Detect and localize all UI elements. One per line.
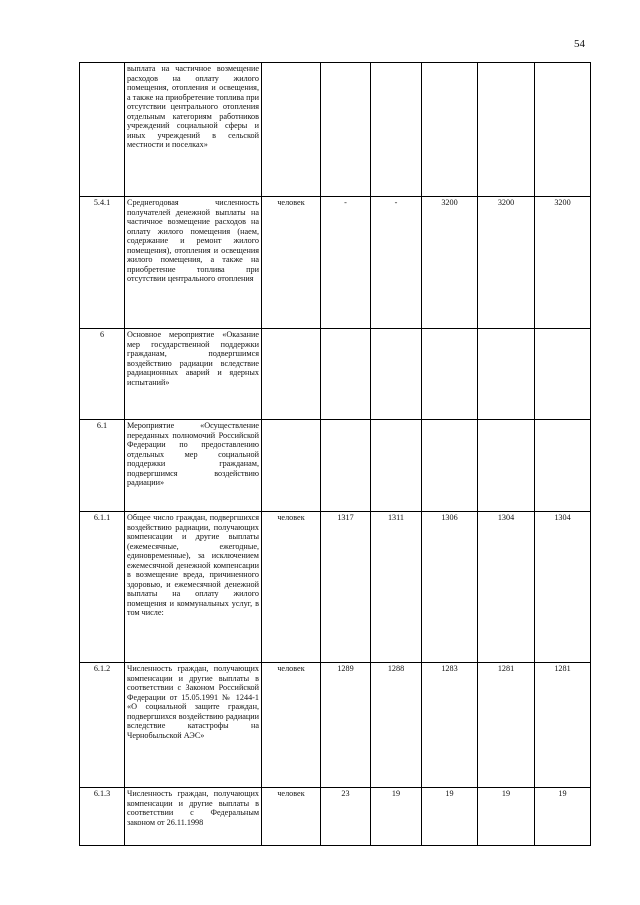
- table-row: [80, 63, 591, 197]
- value-cell: 1281: [478, 663, 535, 788]
- value-cell: [422, 63, 478, 197]
- value-cell: [478, 63, 535, 197]
- indicator-name: Основное мероприятие «Оказание мер государственной поддержки гражданам, подвергшимся воздействию радиации вследствие радиационных аварий и ядерных испытаний»: [125, 329, 262, 420]
- value-cell: [422, 420, 478, 512]
- value-cell: [535, 63, 591, 197]
- table-row: [80, 329, 591, 420]
- unit-cell: человек: [262, 197, 321, 329]
- row-number: 6: [80, 329, 125, 420]
- value-cell: 1289: [321, 663, 371, 788]
- value-cell: 1304: [535, 512, 591, 663]
- value-cell: 3200: [535, 197, 591, 329]
- table-body: [80, 63, 591, 846]
- value-cell: [371, 420, 422, 512]
- value-cell: [535, 420, 591, 512]
- value-cell: 3200: [422, 197, 478, 329]
- value-cell: 19: [371, 788, 422, 846]
- row-number: 6.1.1: [80, 512, 125, 663]
- value-cell: -: [371, 197, 422, 329]
- indicator-name: Общее число граждан, подвергшихся воздействию радиации, получающих компенсации и другие выплаты (ежемесячные, ежегодные, единовременные), за исключением ежемесячной денежной компенсации в возмещение вреда, причиненного здоровью, и ежемесячной денежной выплаты на оплату жилого помещения и коммунальных услуг, в том числе:: [125, 512, 262, 663]
- value-cell: 1317: [321, 512, 371, 663]
- value-cell: [478, 420, 535, 512]
- value-cell: [535, 329, 591, 420]
- indicator-name: Численность граждан, получающих компенсации и другие выплаты в соответствии с Законом Российской Федерации от 15.05.1991 № 1244-1 «О социальной защите граждан, подвергшихся воздействию радиации вследствие катастрофы на Чернобыльской АЭС»: [125, 663, 262, 788]
- row-number: [80, 63, 125, 197]
- value-cell: 19: [478, 788, 535, 846]
- value-cell: 1306: [422, 512, 478, 663]
- value-cell: 1311: [371, 512, 422, 663]
- unit-cell: [262, 63, 321, 197]
- value-cell: -: [321, 197, 371, 329]
- unit-cell: [262, 329, 321, 420]
- unit-cell: человек: [262, 788, 321, 846]
- value-cell: 3200: [478, 197, 535, 329]
- table-row: [80, 197, 591, 329]
- table-row: [80, 788, 591, 846]
- value-cell: [321, 63, 371, 197]
- unit-cell: [262, 420, 321, 512]
- indicator-table-container: [79, 62, 591, 846]
- unit-cell: человек: [262, 512, 321, 663]
- row-number: 6.1.3: [80, 788, 125, 846]
- value-cell: [321, 420, 371, 512]
- value-cell: [478, 329, 535, 420]
- value-cell: [371, 329, 422, 420]
- row-number: 6.1: [80, 420, 125, 512]
- value-cell: 1283: [422, 663, 478, 788]
- value-cell: 1281: [535, 663, 591, 788]
- value-cell: 19: [535, 788, 591, 846]
- value-cell: [371, 63, 422, 197]
- indicator-name: Среднегодовая численность получателей денежной выплаты на частичное возмещение расходов на оплату жилого помещения (наем, содержание и ремонт жилого помещения), отопления и освещения жилого помещения, а также на приобретение топлива при отсутствии центрального отопления: [125, 197, 262, 329]
- value-cell: [321, 329, 371, 420]
- indicator-table: [79, 62, 591, 846]
- row-number: 6.1.2: [80, 663, 125, 788]
- indicator-name: Численность граждан, получающих компенсации и другие выплаты в соответствии с Федеральным законом от 26.11.1998: [125, 788, 262, 846]
- unit-cell: человек: [262, 663, 321, 788]
- value-cell: 1288: [371, 663, 422, 788]
- value-cell: [422, 329, 478, 420]
- page-number: 54: [574, 38, 585, 50]
- table-row: [80, 512, 591, 663]
- table-row: [80, 420, 591, 512]
- table-row: [80, 663, 591, 788]
- indicator-name: Мероприятие «Осуществление переданных полномочий Российской Федерации по предоставлению отдельных мер социальной поддержки гражданам, подвергшимся воздействию радиации»: [125, 420, 262, 512]
- value-cell: 19: [422, 788, 478, 846]
- value-cell: 1304: [478, 512, 535, 663]
- value-cell: 23: [321, 788, 371, 846]
- indicator-name: выплата на частичное возмещение расходов на оплату жилого помещения, отопления и освещения, а также на приобретение топлива при отсутствии центрального отопления отдельным категориям работников учреждений социальной сферы и иных учреждений в сельской местности и поселках»: [125, 63, 262, 197]
- row-number: 5.4.1: [80, 197, 125, 329]
